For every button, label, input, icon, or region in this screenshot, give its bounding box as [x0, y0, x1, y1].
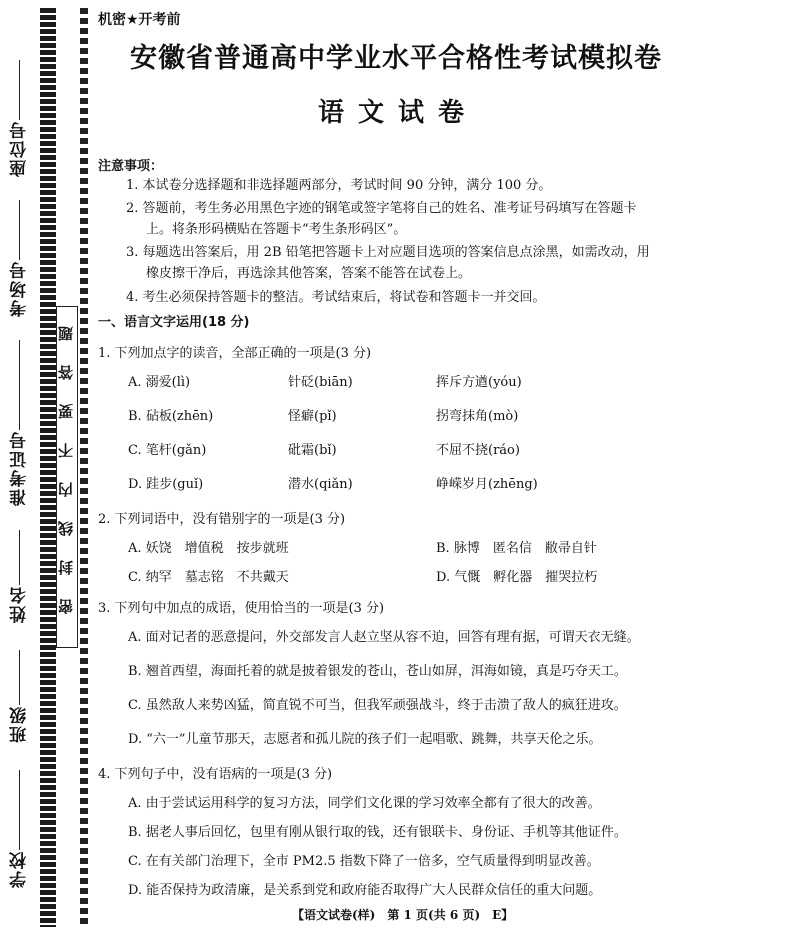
notice-item: 3. 每题选出答案后，用 2B 铅笔把答题卡上对应题目选项的答案信息点涂黑，如需改动，用 — [126, 245, 650, 260]
q1-option: D. 跬步(guǐ) — [128, 477, 204, 492]
q1-option: 峥嵘岁月(zhēng) — [436, 477, 538, 492]
q2-option: D. 气慨 孵化器 摧哭拉朽 — [436, 570, 598, 585]
fill-line[interactable] — [19, 200, 20, 260]
school-field[interactable] — [4, 770, 34, 888]
q1-option: C. 笔杆(gǎn) — [128, 443, 207, 458]
q3-option: A. 面对记者的恶意提问，外交部发言人赵立坚从容不迫，回答有理有据，可谓天衣无缝。 — [128, 630, 640, 645]
seal-char: 不 — [57, 443, 75, 458]
notice-item: 2. 答题前，考生务必用黑色字迹的钢笔或签字笔将自己的姓名、准考证号码填写在答题卡 — [126, 201, 637, 216]
notice-item: 上。将条形码横贴在答题卡“考生条形码区”。 — [146, 222, 407, 237]
q1-option: 砒霜(bǐ) — [288, 443, 337, 458]
q3-option: D. “六一”儿童节那天，志愿者和孤儿院的孩子们一起唱歌、跳舞，共享天伦之乐。 — [128, 732, 602, 747]
name-label: 姓名 — [9, 585, 30, 623]
binding-inner-border — [80, 8, 88, 927]
admission-number-label: 准考证号 — [9, 430, 30, 506]
q1-option: 怪癖(pǐ) — [288, 409, 337, 424]
q4-option: A. 由于尝试运用科学的复习方法，同学们文化课的学习效率全都有了很大的改善。 — [128, 796, 601, 811]
seal-char: 线 — [57, 521, 75, 536]
exam-room-field[interactable] — [4, 200, 34, 317]
seat-number-field[interactable] — [4, 60, 34, 177]
fill-line[interactable] — [19, 770, 20, 850]
binding-chain-border — [40, 8, 56, 927]
q1-option: 拐弯抹角(mò) — [436, 409, 519, 424]
q2-option: A. 妖饶 增值税 按步就班 — [128, 541, 289, 556]
q4-option: C. 在有关部门治理下，全市 PM2.5 指数下降了一倍多，空气质量得到明显改善。 — [128, 854, 600, 869]
seal-char: 内 — [57, 482, 75, 497]
q2-option: B. 脉博 匿名信 敝帚自针 — [436, 541, 597, 556]
seal-char: 密 — [57, 599, 75, 614]
q3-option: B. 翘首西望，海面托着的就是披着银发的苍山，苍山如屏，洱海如镜，真是巧夺天工。 — [128, 664, 627, 679]
fill-line[interactable] — [19, 530, 20, 585]
question-4-stem: 4. 下列句子中，没有语病的一项是(3 分) — [98, 767, 333, 782]
class-field[interactable] — [4, 650, 34, 743]
admission-number-field[interactable] — [4, 340, 34, 506]
fill-line[interactable] — [19, 650, 20, 705]
seal-char: 题 — [57, 326, 75, 341]
fill-line[interactable] — [19, 60, 20, 120]
notice-heading: 注意事项： — [98, 159, 164, 174]
exam-title: 安徽省普通高中学业水平合格性考试模拟卷 — [130, 43, 662, 74]
notice-item: 4. 考生必须保持答题卡的整洁。考试结束后，将试卷和答题卡一并交回。 — [126, 290, 546, 305]
q4-option: D. 能否保持为政清廉，是关系到党和政府能否取得广大人民群众信任的重大问题。 — [128, 883, 602, 898]
q1-option: 针砭(biān) — [288, 375, 353, 390]
section-heading: 一、语言文字运用(18 分) — [98, 315, 250, 330]
page-footer: 【语文试卷(样) 第 1 页(共 6 页) E】 — [292, 908, 514, 922]
notice-item: 1. 本试卷分选择题和非选择题两部分，考试时间 90 分钟，满分 100 分。 — [126, 178, 552, 193]
q1-option: 不屈不挠(ráo) — [436, 443, 520, 458]
question-2-stem: 2. 下列词语中，没有错别字的一项是(3 分) — [98, 512, 346, 527]
q1-option: 挥斥方遒(yóu) — [436, 375, 522, 390]
school-label: 学校 — [9, 850, 30, 888]
seal-line-note — [58, 314, 74, 626]
q2-option: C. 纳罕 墓志铭 不共戴天 — [128, 570, 289, 585]
q1-option: 潜水(qiǎn) — [288, 477, 353, 492]
q4-option: B. 据老人事后回忆，包里有刚从银行取的钱，还有银联卡、身份证、手机等其他证件。 — [128, 825, 627, 840]
class-label: 班级 — [9, 705, 30, 743]
q1-option: A. 溺爱(lì) — [128, 375, 191, 390]
name-field[interactable] — [4, 530, 34, 623]
question-3-stem: 3. 下列句中加点的成语，使用恰当的一项是(3 分) — [98, 601, 385, 616]
q3-option: C. 虽然敌人来势凶猛，简直锐不可当，但我军顽强战斗，终于击溃了敌人的疯狂进攻。 — [128, 698, 627, 713]
seal-char: 封 — [57, 560, 75, 575]
seat-number-label: 座位号 — [9, 120, 30, 177]
fill-line[interactable] — [19, 340, 20, 430]
confidential-tag: 机密★开考前 — [98, 12, 181, 28]
seal-char: 答 — [57, 365, 75, 380]
question-1-stem: 1. 下列加点字的读音，全部正确的一项是(3 分) — [98, 346, 372, 361]
notice-item: 橡皮擦干净后，再选涂其他答案，答案不能答在试卷上。 — [146, 266, 472, 281]
seal-char: 要 — [57, 404, 75, 419]
q1-option: B. 砧板(zhēn) — [128, 409, 214, 424]
exam-room-label: 考场号 — [9, 260, 30, 317]
exam-subtitle: 语文试卷 — [318, 98, 479, 128]
